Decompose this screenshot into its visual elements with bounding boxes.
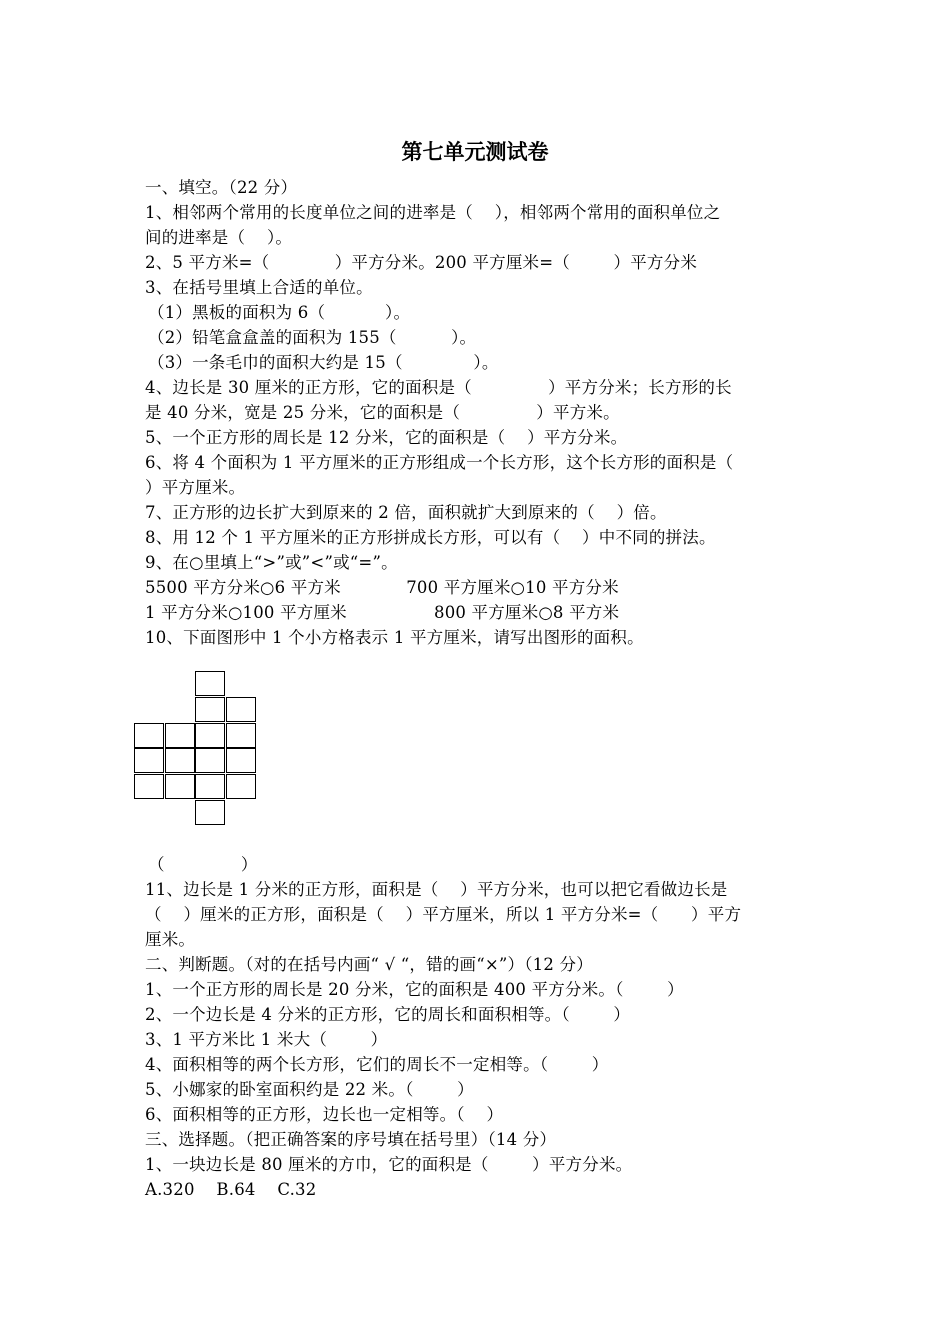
question-8: 8、用 12 个 1 平方厘米的正方形拼成长方形，可以有（ ）中不同的拼法。 (145, 528, 716, 547)
judge-4: 4、面积相等的两个长方形，它们的周长不一定相等。（ ） (145, 1055, 609, 1074)
question-3-item-2: （2）铅笔盒盒盖的面积为 155（ ）。 (148, 328, 477, 347)
grid-cell (165, 748, 195, 773)
grid-cell (134, 748, 164, 773)
question-3-item-1: （1）黑板的面积为 6（ ）。 (148, 303, 411, 322)
grid-cell (226, 723, 256, 748)
choice-1: 1、一块边长是 80 厘米的方巾，它的面积是（ ）平方分米。 (145, 1155, 633, 1174)
section-true-false-heading: 二、判断题。（对的在括号内画“ √ “，错的画“×”）（12 分） (145, 955, 593, 974)
question-5: 5、一个正方形的周长是 12 分米，它的面积是（ ）平方分米。 (145, 428, 628, 447)
judge-1: 1、一个正方形的周长是 20 分米，它的面积是 400 平方分米。（ ） (145, 980, 684, 999)
question-11-line-1: 11、边长是 1 分米的正方形，面积是（ ）平方分米，也可以把它看做边长是 (145, 880, 728, 899)
choice-1-options: A.320 B.64 C.32 (145, 1180, 317, 1199)
question-6-line-2: ）平方厘米。 (145, 478, 246, 497)
question-11-line-2: （ ）厘米的正方形，面积是（ ）平方厘米，所以 1 平方分米=（ ）平方 (145, 905, 742, 924)
judge-3: 3、1 平方米比 1 米大（ ） (145, 1030, 388, 1049)
grid-cell (165, 774, 195, 799)
grid-cell (165, 723, 195, 748)
grid-cell (195, 723, 225, 748)
question-7: 7、正方形的边长扩大到原来的 2 倍，面积就扩大到原来的（ ）倍。 (145, 503, 667, 522)
question-9-row-1: 5500 平方分米○6 平方米 700 平方厘米○10 平方分米 (145, 578, 619, 597)
question-10-answer-blank: （ ） (148, 855, 258, 874)
question-1-line-2: 间的进率是（ ）。 (145, 228, 293, 247)
grid-cell (195, 800, 225, 825)
question-9-row-2: 1 平方分米○100 平方厘米 800 平方厘米○8 平方米 (145, 603, 620, 622)
grid-cell (195, 671, 225, 696)
question-9: 9、在○里填上“>”或”<”或“=”。 (145, 553, 398, 572)
question-3: 3、在括号里填上合适的单位。 (145, 278, 373, 297)
judge-6: 6、面积相等的正方形，边长也一定相等。（ ） (145, 1105, 504, 1124)
area-grid-figure (134, 671, 264, 831)
grid-cell (226, 774, 256, 799)
page-title: 第七单元测试卷 (401, 139, 549, 164)
judge-5: 5、小娜家的卧室面积约是 22 米。（ ） (145, 1080, 474, 1099)
section-fill-blank-heading: 一、填空。（22 分） (145, 178, 298, 197)
grid-cell (195, 748, 225, 773)
grid-cell (226, 748, 256, 773)
question-2: 2、5 平方米=（ ）平方分米。200 平方厘米=（ ）平方分米 (145, 253, 698, 272)
question-6-line-1: 6、将 4 个面积为 1 平方厘米的正方形组成一个长方形，这个长方形的面积是（ (145, 453, 734, 472)
judge-2: 2、一个边长是 4 分米的正方形，它的周长和面积相等。（ ） (145, 1005, 631, 1024)
question-3-item-3: （3）一条毛巾的面积大约是 15（ ）。 (148, 353, 499, 372)
question-4-line-1: 4、边长是 30 厘米的正方形，它的面积是（ ）平方分米；长方形的长 (145, 378, 732, 397)
grid-cell (226, 697, 256, 722)
question-1-line-1: 1、相邻两个常用的长度单位之间的进率是（ ），相邻两个常用的面积单位之 (145, 203, 721, 222)
question-4-line-2: 是 40 分米，宽是 25 分米，它的面积是（ ）平方米。 (145, 403, 620, 422)
question-10: 10、下面图形中 1 个小方格表示 1 平方厘米，请写出图形的面积。 (145, 628, 644, 647)
grid-cell (195, 774, 225, 799)
grid-cell (195, 697, 225, 722)
section-choice-heading: 三、选择题。（把正确答案的序号填在括号里）（14 分） (145, 1130, 557, 1149)
grid-cell (134, 723, 164, 748)
question-11-line-3: 厘米。 (145, 930, 196, 949)
grid-cell (134, 774, 164, 799)
